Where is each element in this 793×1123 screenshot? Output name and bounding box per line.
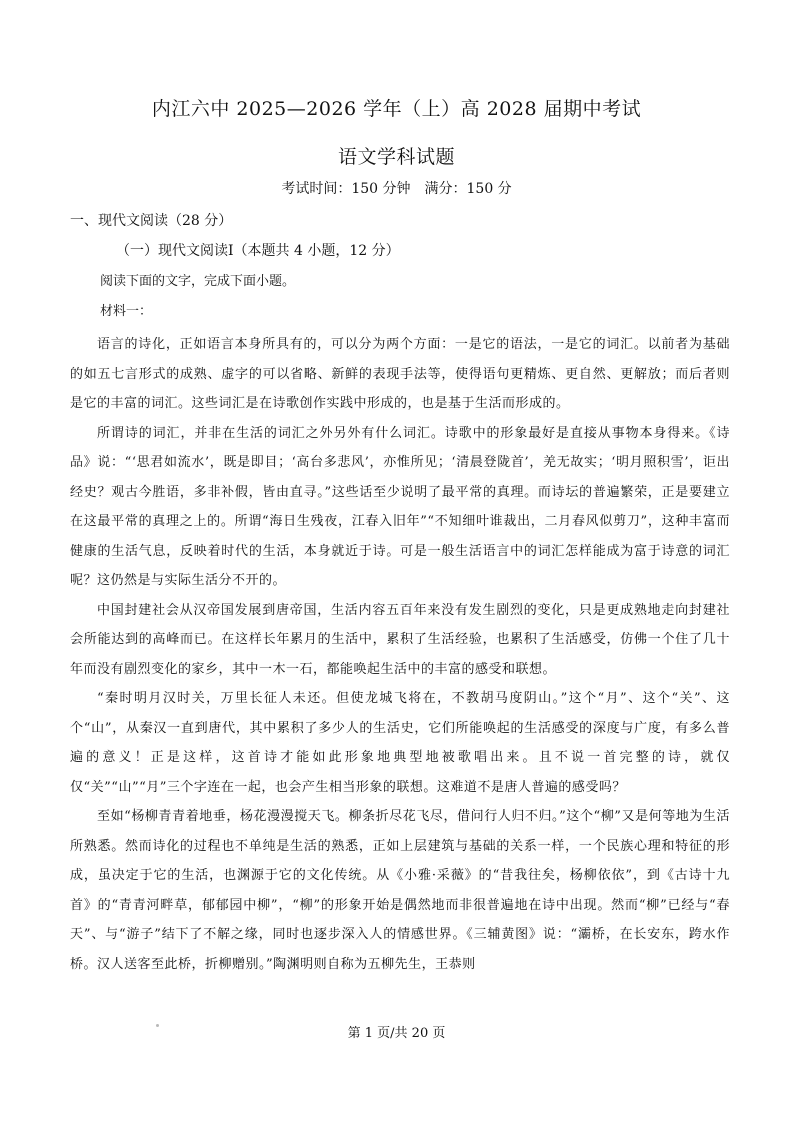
page-number: 第 1 页/共 20 页 — [347, 1026, 446, 1041]
exam-subtitle: 语文学科试题 — [337, 146, 455, 168]
subsection-heading: （一）现代文阅读Ⅰ（本题共 4 小题，12 分） — [116, 243, 400, 259]
full-score: 满分：150 分 — [424, 181, 512, 197]
exam-title: 内江六中 2025—2026 学年（上）高 2028 届期中考试 — [151, 98, 642, 120]
section-heading: 一、现代文阅读（28 分） — [70, 213, 233, 229]
reading-instruction: 阅读下面的文字，完成下面小题。 — [100, 274, 296, 289]
exam-info — [0, 178, 793, 198]
paragraph: “秦时明月汉时关，万里长征人未还。但使龙城飞将在，不教胡马度阴山。”这个“月”、这个“关”、这个“山”，从秦汉一直到唐代，其中累积了多少人的生活史，它们所能唤起的生活感受的深度与广度，有多么普遍的意义！正是这样，这首诗才能如此形象地典型地被歌唱出来。且不说一首完整的诗，就仅仅“关”“山”“月”三个字连在一起，也会产生相当形象的联想。这难道不是唐人普遍的感受吗？ — [70, 691, 730, 795]
material-body — [70, 330, 730, 979]
paragraph: 至如“杨柳青青着地垂，杨花漫漫搅天飞。柳条折尽花飞尽，借问行人归不归。”这个“柳”又是何等地为生活所熟悉。然而诗化的过程也不单纯是生活的熟悉，正如上层建筑与基础的关系一样，一个民族心理和特征的形成，虽决定于它的生活，也渊源于它的文化传统。从《小雅·采薇》的“昔我往矣，杨柳依依”，到《古诗十九首》的“青青河畔草，郁郁园中柳”，“柳”的形象开始是偶然地而非很普遍地在诗中出现。然而“柳”已经与“春天”、与“游子”结下了不解之缘，同时也逐步深入人的情感世界。《三辅黄图》说：“灞桥，在长安东，跨水作桥。汉人送客至此桥，折柳赠别。”陶渊明则自称为五柳先生，王恭则 — [70, 809, 730, 972]
exam-time: 考试时间：150 分钟 — [281, 181, 411, 197]
paragraph: 所谓诗的词汇，并非在生活的词汇之外另外有什么词汇。诗歌中的形象最好是直接从事物本身得来。《诗品》说：“‘思君如流水’，既是即目；‘高台多悲风’，亦惟所见；‘清晨登陇首’，羌无故实；‘明月照积雪’，讵出经史？观古今胜语，多非补假，皆由直寻。”这些话至少说明了最平常的真理。而诗坛的普遍繁荣，正是要建立在这最平常的真理之上的。所谓“海日生残夜，江春入旧年”“不知细叶谁裁出，二月春风似剪刀”，这种丰富而健康的生活气息，反映着时代的生活，本身就近于诗。可是一般生活语言中的词汇怎样能成为富于诗意的词汇呢？这仍然是与实际生活分不开的。 — [70, 425, 730, 588]
paragraph: 中国封建社会从汉帝国发展到唐帝国，生活内容五百年来没有发生剧烈的变化，只是更成熟地走向封建社会所能达到的高峰而已。在这样长年累月的生活中，累积了生活经验，也累积了生活感受，仿佛一个住了几十年而没有剧烈变化的家乡，其中一木一石，都能唤起生活中的丰富的感受和联想。 — [70, 602, 730, 677]
material-label: 材料一： — [100, 304, 153, 319]
paragraph: 语言的诗化，正如语言本身所具有的，可以分为两个方面：一是它的语法，一是它的词汇。以前者为基础的如五七言形式的成熟、虚字的可以省略、新鲜的表现手法等，使得语句更精炼、更自然、更解放；而后者则是它的丰富的词汇。这些词汇是在诗歌创作实践中形成的，也是基于生活而形成的。 — [70, 337, 730, 411]
